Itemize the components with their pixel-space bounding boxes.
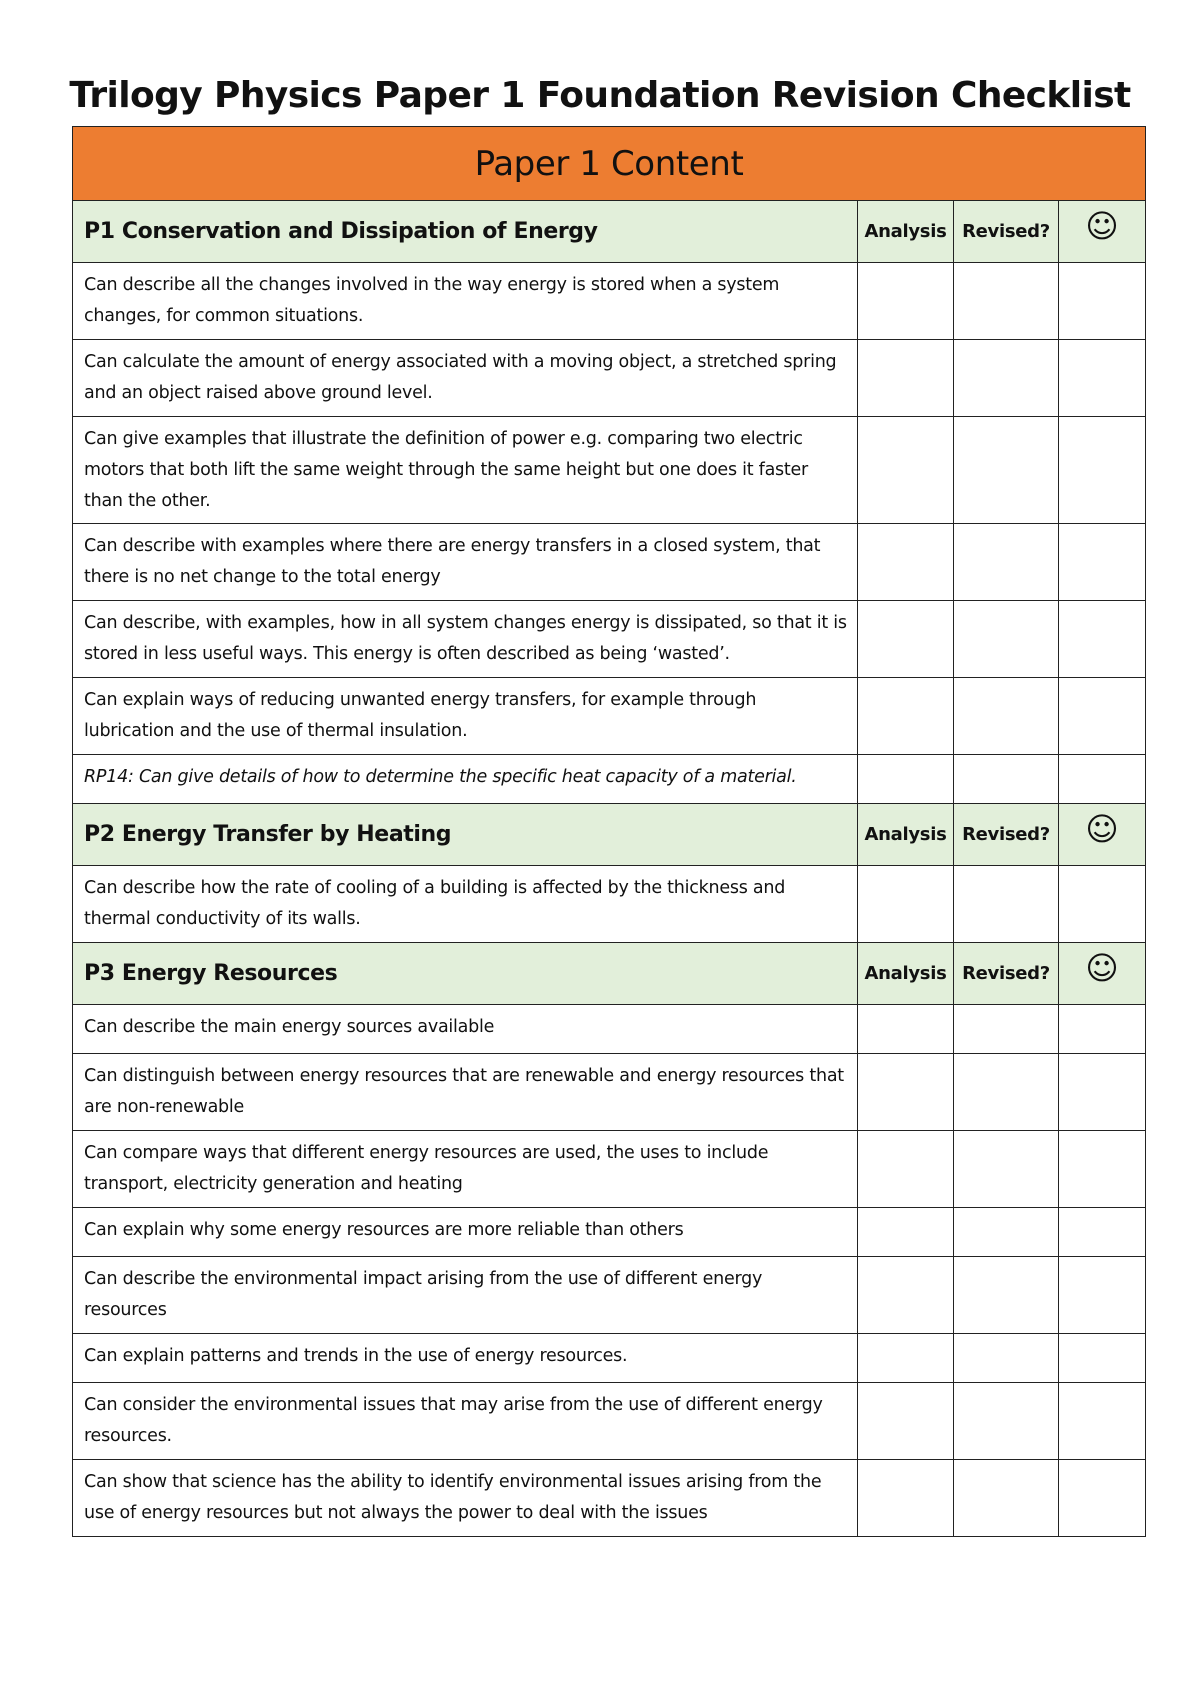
checklist-item: Can describe with examples where there are energy transfers in a closed system, that there is no net change to the total energy xyxy=(73,524,858,601)
confidence-cell[interactable] xyxy=(1059,417,1146,524)
checklist-item: Can describe the main energy sources available xyxy=(73,1005,858,1054)
analysis-cell[interactable] xyxy=(858,866,954,943)
revised-cell[interactable] xyxy=(954,263,1059,340)
confidence-cell[interactable] xyxy=(1059,866,1146,943)
analysis-cell[interactable] xyxy=(858,1257,954,1334)
checklist-item: Can calculate the amount of energy associated with a moving object, a stretched spring and an object raised above ground level. xyxy=(73,340,858,417)
checklist-row xyxy=(73,678,1146,755)
analysis-cell[interactable] xyxy=(858,1383,954,1460)
confidence-cell[interactable] xyxy=(1059,340,1146,417)
checklist-row xyxy=(73,1005,1146,1054)
analysis-cell[interactable] xyxy=(858,755,954,804)
confidence-cell[interactable] xyxy=(1059,263,1146,340)
page-title: Trilogy Physics Paper 1 Foundation Revision Checklist xyxy=(69,75,1131,116)
confidence-column-label xyxy=(1059,201,1146,263)
revised-cell[interactable] xyxy=(954,417,1059,524)
analysis-cell[interactable] xyxy=(858,678,954,755)
checklist-row xyxy=(73,1208,1146,1257)
confidence-cell[interactable] xyxy=(1059,1383,1146,1460)
checklist-row xyxy=(73,601,1146,678)
analysis-cell[interactable] xyxy=(858,417,954,524)
confidence-column-label xyxy=(1059,804,1146,866)
confidence-cell[interactable] xyxy=(1059,1460,1146,1537)
revised-column-label: Revised? xyxy=(954,943,1059,1005)
checklist-item: Can describe how the rate of cooling of a building is affected by the thickness and thermal conductivity of its walls. xyxy=(73,866,858,943)
checklist-item: Can compare ways that different energy resources are used, the uses to include transport, electricity generation and heating xyxy=(73,1131,858,1208)
content-header: Paper 1 Content xyxy=(73,127,1146,201)
analysis-cell[interactable] xyxy=(858,263,954,340)
content-header-row xyxy=(73,127,1146,201)
revised-cell[interactable] xyxy=(954,524,1059,601)
confidence-cell[interactable] xyxy=(1059,601,1146,678)
checklist-row xyxy=(73,755,1146,804)
revised-cell[interactable] xyxy=(954,1383,1059,1460)
section-title: P3 Energy Resources xyxy=(73,943,858,1005)
revised-column-label: Revised? xyxy=(954,804,1059,866)
checklist-item: Can explain why some energy resources are more reliable than others xyxy=(73,1208,858,1257)
revised-cell[interactable] xyxy=(954,1334,1059,1383)
confidence-cell[interactable] xyxy=(1059,1334,1146,1383)
section-header-p2 xyxy=(73,804,1146,866)
checklist-row xyxy=(73,263,1146,340)
checklist-item: Can give examples that illustrate the definition of power e.g. comparing two electric motors that both lift the same weight through the same height but one does it faster than the other. xyxy=(73,417,858,524)
analysis-cell[interactable] xyxy=(858,1208,954,1257)
checklist-row xyxy=(73,1054,1146,1131)
checklist-item-required-practical: RP14: Can give details of how to determine the specific heat capacity of a material. xyxy=(73,755,858,804)
section-title: P2 Energy Transfer by Heating xyxy=(73,804,858,866)
section-title: P1 Conservation and Dissipation of Energy xyxy=(73,201,858,263)
checklist-item: Can explain patterns and trends in the use of energy resources. xyxy=(73,1334,858,1383)
confidence-cell[interactable] xyxy=(1059,1257,1146,1334)
analysis-cell[interactable] xyxy=(858,1005,954,1054)
analysis-cell[interactable] xyxy=(858,1334,954,1383)
checklist-item: Can explain ways of reducing unwanted energy transfers, for example through lubrication and the use of thermal insulation. xyxy=(73,678,858,755)
revised-cell[interactable] xyxy=(954,755,1059,804)
revised-cell[interactable] xyxy=(954,1131,1059,1208)
analysis-cell[interactable] xyxy=(858,601,954,678)
confidence-column-label xyxy=(1059,943,1146,1005)
revised-cell[interactable] xyxy=(954,678,1059,755)
analysis-column-label: Analysis xyxy=(858,804,954,866)
confidence-cell[interactable] xyxy=(1059,1131,1146,1208)
analysis-cell[interactable] xyxy=(858,1460,954,1537)
checklist-row xyxy=(73,524,1146,601)
section-header-p1 xyxy=(73,201,1146,263)
checklist-item: Can consider the environmental issues that may arise from the use of different energy resources. xyxy=(73,1383,858,1460)
confidence-cell[interactable] xyxy=(1059,755,1146,804)
checklist-row xyxy=(73,1460,1146,1537)
checklist-item: Can describe the environmental impact arising from the use of different energy resources xyxy=(73,1257,858,1334)
revised-cell[interactable] xyxy=(954,601,1059,678)
smiley-icon: ☺ xyxy=(1085,206,1119,245)
smiley-icon: ☺ xyxy=(1085,809,1119,848)
checklist-row xyxy=(73,417,1146,524)
section-header-p3 xyxy=(73,943,1146,1005)
checklist-row xyxy=(73,1334,1146,1383)
revised-cell[interactable] xyxy=(954,1208,1059,1257)
revised-cell[interactable] xyxy=(954,1257,1059,1334)
checklist-row xyxy=(73,340,1146,417)
confidence-cell[interactable] xyxy=(1059,678,1146,755)
checklist-item: Can describe all the changes involved in the way energy is stored when a system changes, for common situations. xyxy=(73,263,858,340)
analysis-cell[interactable] xyxy=(858,1131,954,1208)
revised-cell[interactable] xyxy=(954,866,1059,943)
checklist-row xyxy=(73,866,1146,943)
checklist-item: Can describe, with examples, how in all system changes energy is dissipated, so that it is stored in less useful ways. This energy is often described as being ‘wasted’. xyxy=(73,601,858,678)
confidence-cell[interactable] xyxy=(1059,524,1146,601)
checklist-row xyxy=(73,1383,1146,1460)
confidence-cell[interactable] xyxy=(1059,1005,1146,1054)
analysis-cell[interactable] xyxy=(858,1054,954,1131)
analysis-cell[interactable] xyxy=(858,340,954,417)
checklist-item: Can show that science has the ability to identify environmental issues arising from the use of energy resources but not always the power to deal with the issues xyxy=(73,1460,858,1537)
checklist-item: Can distinguish between energy resources that are renewable and energy resources that are non-renewable xyxy=(73,1054,858,1131)
revised-cell[interactable] xyxy=(954,1005,1059,1054)
analysis-cell[interactable] xyxy=(858,524,954,601)
revised-cell[interactable] xyxy=(954,340,1059,417)
checklist-row xyxy=(73,1131,1146,1208)
revision-checklist-table xyxy=(72,126,1146,1537)
analysis-column-label: Analysis xyxy=(858,201,954,263)
revised-cell[interactable] xyxy=(954,1054,1059,1131)
confidence-cell[interactable] xyxy=(1059,1208,1146,1257)
confidence-cell[interactable] xyxy=(1059,1054,1146,1131)
checklist-row xyxy=(73,1257,1146,1334)
revised-cell[interactable] xyxy=(954,1460,1059,1537)
analysis-column-label: Analysis xyxy=(858,943,954,1005)
revised-column-label: Revised? xyxy=(954,201,1059,263)
smiley-icon: ☺ xyxy=(1085,948,1119,987)
